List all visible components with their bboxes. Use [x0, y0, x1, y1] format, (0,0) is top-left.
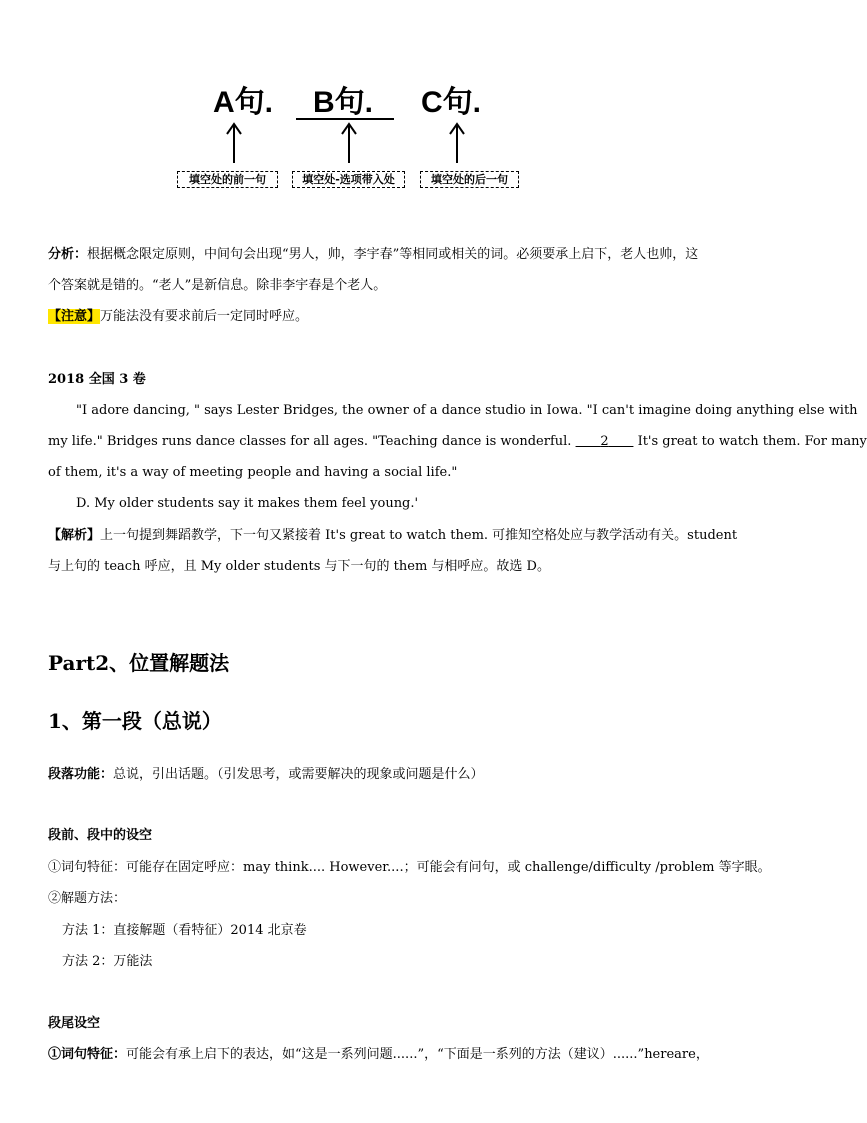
passage-line-3: of them, it's a way of meeting people and having a social life." [48, 465, 458, 480]
method-1: 方法 1：直接解题（看特征）2014 北京卷 [62, 923, 307, 938]
item-1-text: 可能存在固定呼应：may think.... However....；可能会有问句，或 challenge/difficulty /problem 等字眼。 [126, 860, 771, 875]
jiexi-line-1 [48, 526, 737, 546]
analysis-line-2: 个答案就是错的。“老人”是新信息。除非李宇春是个老人。 [48, 278, 387, 293]
item-3 [48, 1045, 709, 1065]
exam-title: 2018 全国 3 卷 [48, 372, 146, 387]
method-2: 方法 2：万能法 [62, 954, 153, 969]
jiexi-text: 上一句提到舞蹈教学，下一句又紧接着 It's great to watch them. 可推知空格处应与教学活动有关。student [100, 528, 738, 543]
subsection-end: 段尾设空 [48, 1016, 101, 1031]
item-3-label: ①词句特征： [48, 1047, 127, 1062]
function-text: 总说，引出话题。（引发思考，或需要解决的现象或问题是什么） [113, 767, 484, 782]
item-2: ②解题方法： [48, 891, 127, 906]
part2-heading: Part2、位置解题法 [48, 651, 230, 675]
sentence-a-label: A句. [213, 86, 273, 119]
analysis-label: 分析： [48, 247, 88, 262]
note-tag: 【注意】 [48, 309, 101, 324]
analysis-text: 根据概念限定原则，中间句会出现“男人，帅，李宇春”等相同或相关的词。必须要承上启下，老人也帅，这 [87, 247, 699, 262]
sentence-c-label: C句. [421, 86, 481, 119]
subsection-start-middle: 段前、段中的设空 [48, 828, 153, 843]
item-1 [48, 858, 771, 878]
box-next-sentence: 填空处的后一句 [420, 171, 519, 188]
passage-line-2-start: my life." Bridges runs dance classes for all ages. "Teaching dance is wonderful. [48, 434, 576, 449]
jiexi-tag: 【解析】 [48, 528, 101, 543]
box-option-slot: 填空处-选项带入处 [292, 171, 405, 188]
paragraph-function [48, 765, 484, 785]
option-d: D. My older students say it makes them feel young.' [76, 496, 419, 511]
passage-line-1: "I adore dancing, " says Lester Bridges, the owner of a dance studio in Iowa. "I can't imagine doing anything else with [76, 403, 858, 418]
box-previous-sentence: 填空处的前一句 [177, 171, 278, 188]
note-line [48, 307, 308, 327]
section-1-heading: 1、第一段（总说） [48, 709, 222, 733]
note-text: 万能法没有要求前后一定同时呼应。 [100, 309, 309, 324]
blank-number: 2 [600, 434, 609, 449]
analysis-line-1 [48, 245, 698, 265]
item-3-text: 可能会有承上启下的表达，如“这是一系列问题......”，“下面是一系列的方法（建议）......”hereare， [126, 1047, 709, 1062]
function-label: 段落功能： [48, 767, 114, 782]
passage-line-2-end: It's great to watch them. For many [633, 434, 867, 449]
item-1-label: ①词句特征： [48, 860, 127, 875]
jiexi-line-2: 与上句的 teach 呼应，且 My older students 与下一句的 them 与相呼应。故选 D。 [48, 559, 550, 574]
passage-line-2 [48, 432, 867, 452]
sentence-b-label: B句. [313, 86, 373, 119]
